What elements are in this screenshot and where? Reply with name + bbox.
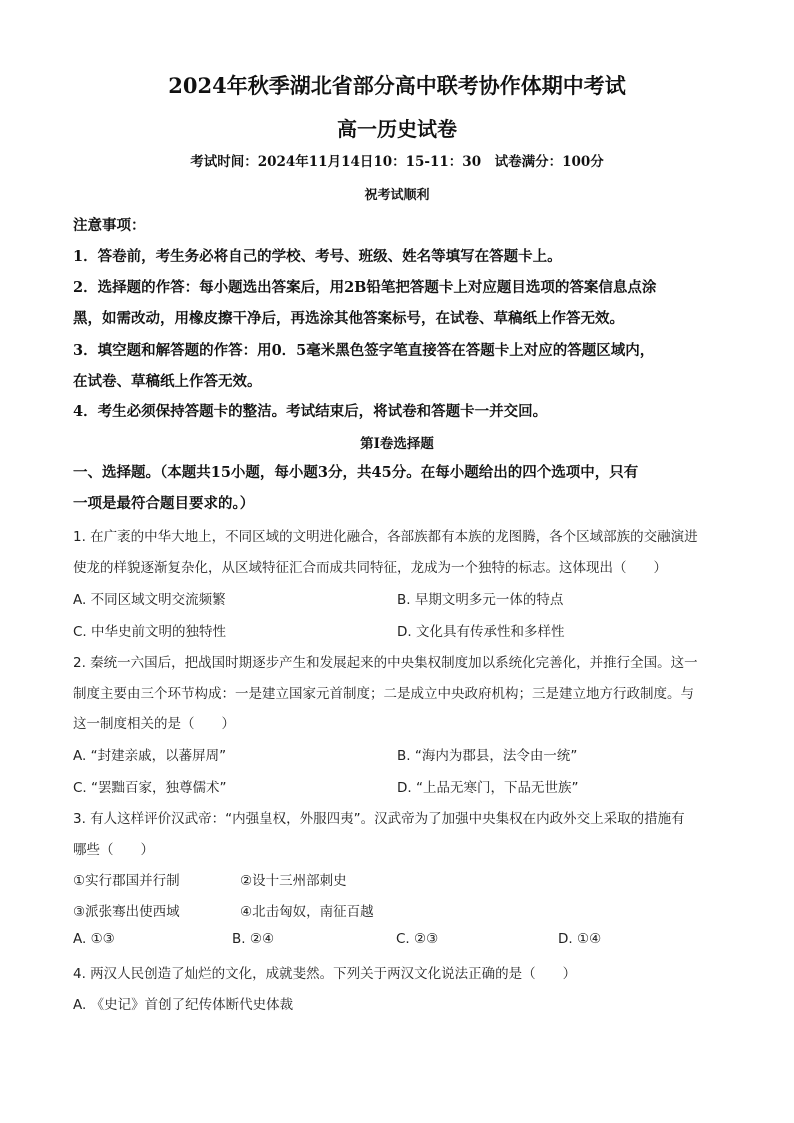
note-line: 黑，如需改动，用橡皮擦干净后，再选涂其他答案标号，在试卷、草稿纸上作答无效。 (73, 310, 624, 327)
question-3-option-d: D. ①④ (558, 931, 602, 947)
question-3-option-c: C. ②③ (396, 931, 439, 947)
question-4-stem: 4. 两汉人民创造了灿烂的文化，成就斐然。下列关于两汉文化说法正确的是（ ） (73, 966, 577, 982)
notes-heading: 注意事项： (73, 217, 146, 234)
note-line: 3．填空题和解答题的作答：用0．5毫米黑色签字笔直接答在答题卡上对应的答题区域内， (73, 342, 655, 359)
question-3-item-2: ②设十三州部刺史 (240, 873, 347, 889)
part-title: 第Ⅰ卷选择题 (360, 436, 434, 452)
section-instruction: 一、选择题。（本题共15小题，每小题3分，共45分。在每小题给出的四个选项中，只有 (73, 464, 639, 481)
question-3-option-a: A. ①③ (73, 931, 115, 947)
question-3-item-4: ④北击匈奴，南征百越 (240, 904, 374, 920)
question-4-option-a: A. 《史记》首创了纪传体断代史体裁 (73, 997, 294, 1013)
question-1-option-d: D. 文化具有传承性和多样性 (397, 624, 565, 640)
question-2-stem: 这一制度相关的是（ ） (73, 716, 235, 732)
question-3-item-3: ③派张骞出使西域 (73, 904, 180, 920)
question-3-stem: 哪些（ ） (73, 842, 154, 858)
question-1-stem: 1. 在广袤的中华大地上，不同区域的文明进化融合，各部族都有本族的龙图腾，各个区域部族的交融演进 (73, 529, 698, 545)
question-2-option-b: B. “海内为郡县，法令由一统” (397, 748, 578, 764)
question-1-stem: 使龙的样貌逐渐复杂化，从区域特征汇合而成共同特征，龙成为一个独特的标志。这体现出（ ） (73, 560, 667, 576)
note-line: 1．答卷前，考生务必将自己的学校、考号、班级、姓名等填写在答题卡上。 (73, 248, 562, 265)
question-3-option-b: B. ②④ (232, 931, 275, 947)
question-2-option-a: A. “封建亲戚，以蕃屏周” (73, 748, 227, 764)
question-1-option-b: B. 早期文明多元一体的特点 (397, 592, 564, 608)
question-2-option-c: C. “罢黜百家，独尊儒术” (73, 780, 227, 796)
question-2-stem: 2. 秦统一六国后，把战国时期逐步产生和发展起来的中央集权制度加以系统化完善化，并推行全国。这一 (73, 655, 698, 671)
question-3-stem: 3. 有人这样评价汉武帝：“内强皇权，外服四夷”。汉武帝为了加强中央集权在内政外交上采取的措施有 (73, 811, 685, 827)
question-3-item-1: ①实行郡国并行制 (73, 873, 180, 889)
wish-text: 祝考试顺利 (364, 188, 430, 203)
question-1-option-a: A. 不同区域文明交流频繁 (73, 592, 226, 608)
note-line: 在试卷、草稿纸上作答无效。 (73, 373, 262, 390)
exam-info: 考试时间：2024年11月14日10：15-11：30 试卷满分：100分 (190, 154, 604, 170)
subject-title: 高一历史试卷 (337, 117, 457, 141)
question-1-option-c: C. 中华史前文明的独特性 (73, 624, 227, 640)
section-instruction: 一项是最符合题目要求的。） (73, 495, 255, 512)
question-2-stem: 制度主要由三个环节构成：一是建立国家元首制度；二是成立中央政府机构；三是建立地方行政制度。与 (73, 686, 694, 702)
exam-title: 2024年秋季湖北省部分高中联考协作体期中考试 (168, 73, 626, 98)
note-line: 4．考生必须保持答题卡的整洁。考试结束后，将试卷和答题卡一并交回。 (73, 403, 548, 420)
note-line: 2．选择题的作答：每小题选出答案后，用2B铅笔把答题卡上对应题目选项的答案信息点涂 (73, 279, 657, 296)
question-2-option-d: D. “上品无寒门，下品无世族” (397, 780, 579, 796)
